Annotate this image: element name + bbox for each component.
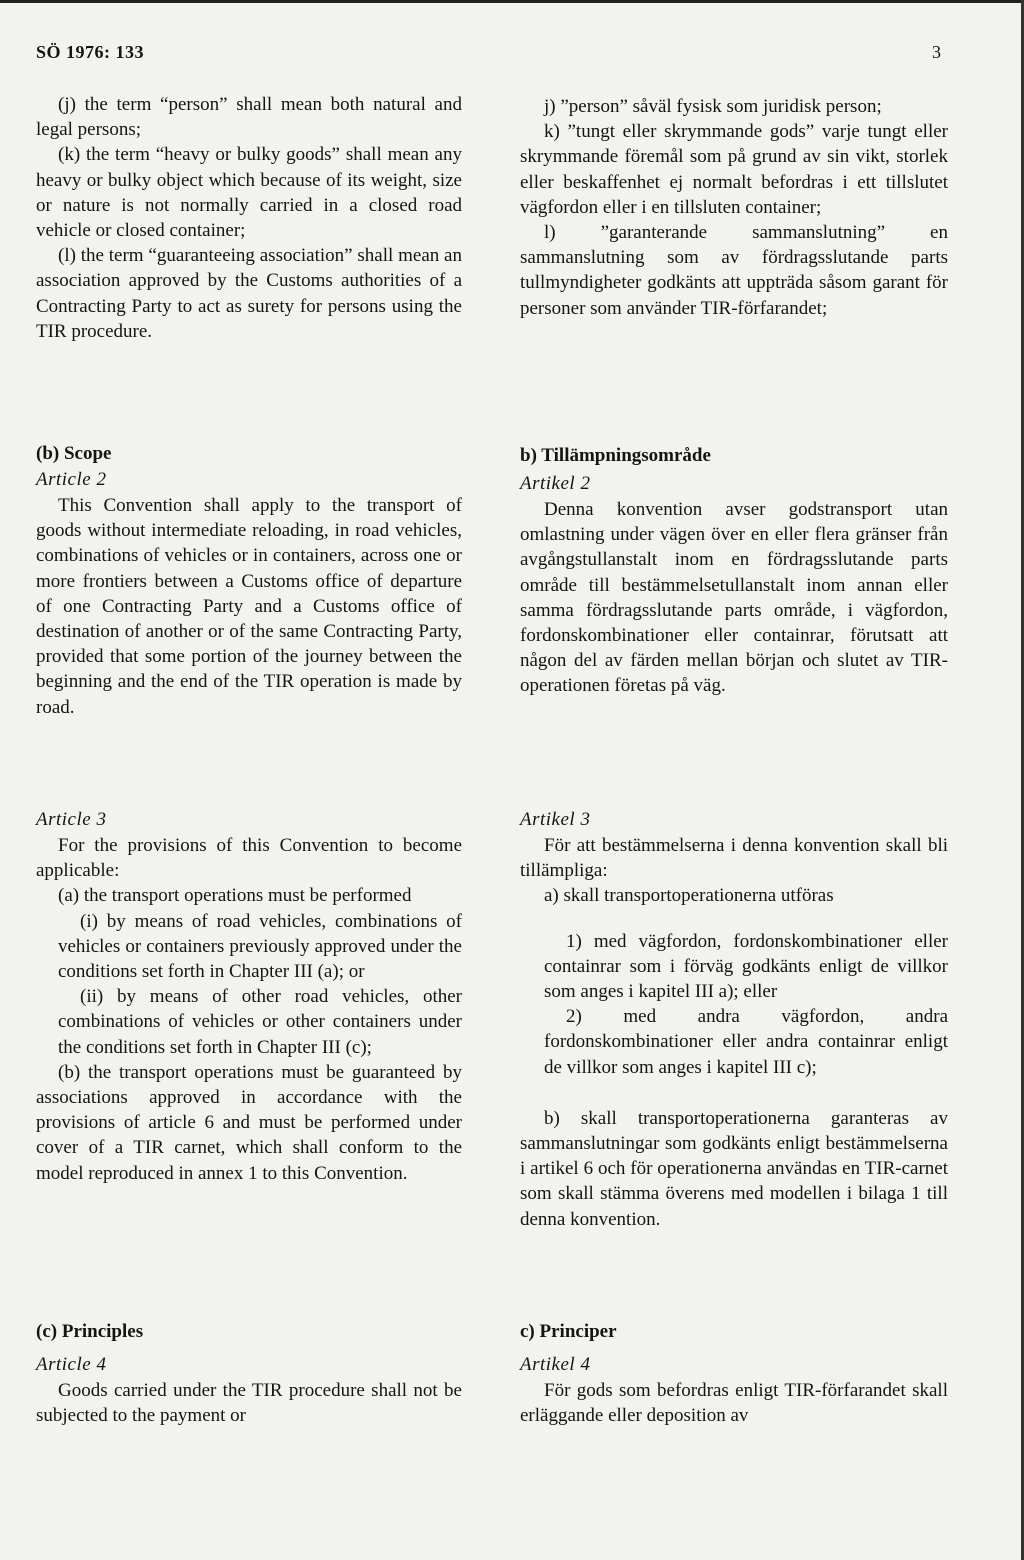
sv-article-3-section <box>520 807 948 1232</box>
top-border <box>0 0 1024 3</box>
sv-article-3-b: b) skall transportoperationerna garanteras av sammanslutningar som godkänts enligt bestämmelserna i artikel 6 och för operationerna användas en TIR-carnet som skall stämma överens med modellen i bilaga 1 till denna konvention. <box>520 1107 948 1230</box>
sv-article-3-intro: För att bestämmelserna i denna konvention skall bli tillämpliga: <box>520 835 948 882</box>
sv-definition-l: l) ”garanterande sammanslutning” en sammanslutning som av fördragsslutande parts tullmyndigheter godkänts att uppträda såsom garant för personer som använder TIR-förfarandet; <box>520 222 948 319</box>
sv-principles-heading: c) Principer <box>520 1321 617 1342</box>
sv-article-4-title: Artikel 4 <box>520 1354 591 1375</box>
en-article-3-a-i: (i) by means of road vehicles, combinations of vehicles or containers previously approved under the conditions set forth in Chapter III (a); or <box>58 910 462 983</box>
en-article-2-text: This Convention shall apply to the transport of goods without intermediate reloading, in road vehicles, combinations of vehicles or in containers, across one or more frontiers between a Customs office of departure of one Contracting Party and a Customs office of destination of another or of the same Contracting Party, provided that some portion of the journey between the beginning and the end of the TIR operation is made by road. <box>36 495 462 718</box>
sv-definition-k: k) ”tungt eller skrymmande gods” varje tungt eller skrymmande föremål som på grund av sin vikt, storlek eller beskaffenhet ej normalt befordras i ett tillslutet vägfordon eller i en tillsluten container; <box>520 121 948 218</box>
en-principles-section <box>36 1319 462 1428</box>
en-scope-section <box>36 441 462 720</box>
sv-scope-heading: b) Tillämpningsområde <box>520 445 711 466</box>
en-article-4-title: Article 4 <box>36 1354 107 1375</box>
sv-article-3-a-1: 1) med vägfordon, fordonskombinationer eller containrar som i förväg godkänts enligt de villkor som anges i kapitel III a); eller <box>544 930 948 1003</box>
sv-definitions <box>520 94 948 321</box>
document-reference: SÖ 1976: 133 <box>36 42 145 62</box>
en-article-3-a-ii: (ii) by means of other road vehicles, other combinations of vehicles or other containers under the conditions set forth in Chapter III (c); <box>58 986 462 1058</box>
en-article-3-a: (a) the transport operations must be performed <box>58 885 412 907</box>
en-article-3-section <box>36 807 462 1186</box>
sv-principles-section <box>520 1319 948 1428</box>
en-article-3-title: Article 3 <box>36 809 107 830</box>
en-article-3-intro: For the provisions of this Convention to become applicable: <box>36 835 462 882</box>
en-principles-heading: (c) Principles <box>36 1321 144 1342</box>
sv-article-3-a: a) skall transportoperationerna utföras <box>544 885 834 907</box>
en-article-2-title: Article 2 <box>36 469 107 490</box>
en-scope-heading: (b) Scope <box>36 443 112 464</box>
en-article-3-b: (b) the transport operations must be guaranteed by associations approved in accordance with the provisions of article 6 and must be performed under cover of a TIR carnet, which shall conform to the model reproduced in annex 1 to this Convention. <box>36 1061 462 1184</box>
sv-article-2-text: Denna konvention avser godstransport utan omlastning under vägen över en eller flera gränser från avgångstullanstalt inom en fördragsslutande parts område till bestämmelsetullanstalt inom annan eller samma fördragsslutande parts område, i vägfordon, fordonskombinationer eller containrar, förutsatt att någon del av färden mellan början och slutet av TIR-operationen företas på väg. <box>520 499 948 697</box>
en-definitions <box>36 92 462 344</box>
en-definition-j: (j) the term “person” shall mean both natural and legal persons; <box>36 94 462 141</box>
sv-article-4-text: För gods som befordras enligt TIR-förfarandet skall erläggande eller deposition av <box>520 1380 948 1427</box>
en-definition-k: (k) the term “heavy or bulky goods” shall mean any heavy or bulky object which because of its weight, size or nature is not normally carried in a closed road vehicle or closed container; <box>36 144 462 242</box>
en-article-4-text: Goods carried under the TIR procedure shall not be subjected to the payment or <box>36 1380 462 1427</box>
sv-article-3-a-2: 2) med andra vägfordon, andra fordonskombinationer eller andra containrar enligt de villkor som anges i kapitel III c); <box>544 1006 948 1078</box>
sv-definition-j: j) ”person” såväl fysisk som juridisk person; <box>544 96 882 117</box>
en-definition-l: (l) the term “guaranteeing association” shall mean an association approved by the Customs authorities of a Contracting Party to act as surety for persons using the TIR procedure. <box>36 245 462 342</box>
page-number: 3 <box>932 42 941 62</box>
sv-article-3-title: Artikel 3 <box>520 809 591 830</box>
sv-scope-section <box>520 443 948 699</box>
sv-article-2-title: Artikel 2 <box>520 473 591 494</box>
